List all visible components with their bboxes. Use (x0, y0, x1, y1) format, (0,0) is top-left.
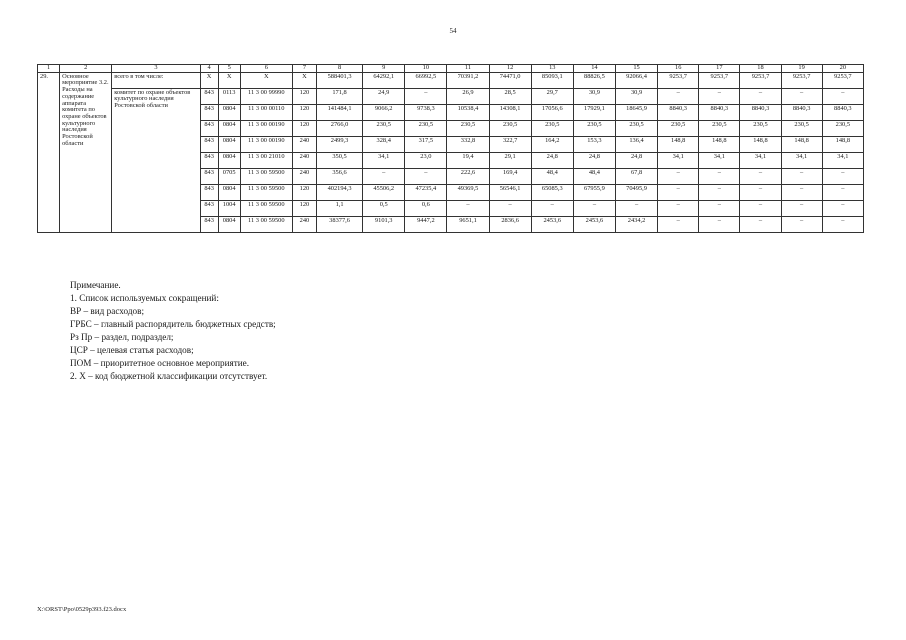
value-cell: 74471,0 (489, 72, 531, 88)
note-line: ЦСР – целевая статья расходов; (70, 345, 194, 355)
value-cell: 9253,7 (822, 72, 863, 88)
notes-title: Примечание. (70, 280, 121, 290)
value-cell: 148,8 (740, 136, 781, 152)
value-cell: 402194,3 (316, 184, 362, 200)
value-cell: 8840,3 (740, 104, 781, 120)
rzpr-cell: 0804 (218, 216, 240, 232)
value-cell: 148,8 (658, 136, 699, 152)
note-line: ГРБС – главный распорядитель бюджетных средств; (70, 319, 276, 329)
value-cell: 24,8 (573, 152, 615, 168)
grbs-cell: X (200, 72, 218, 88)
grbs-cell: 843 (200, 184, 218, 200)
value-cell: 2836,6 (489, 216, 531, 232)
value-cell: 29,1 (489, 152, 531, 168)
value-cell: 67955,9 (573, 184, 615, 200)
value-cell: 9253,7 (781, 72, 822, 88)
note-line: ПОМ – приоритетное основное мероприятие. (70, 358, 250, 368)
value-cell: 1,1 (316, 200, 362, 216)
value-cell: – (699, 168, 740, 184)
value-cell: – (781, 216, 822, 232)
value-cell: 24,8 (615, 152, 657, 168)
value-cell: 164,2 (531, 136, 573, 152)
value-cell: – (699, 200, 740, 216)
value-cell: – (740, 168, 781, 184)
value-cell: 230,5 (658, 120, 699, 136)
column-number-header: 15 (615, 65, 657, 73)
vr-cell: X (292, 72, 316, 88)
value-cell: 14308,1 (489, 104, 531, 120)
value-cell: 230,5 (781, 120, 822, 136)
value-cell: 230,5 (822, 120, 863, 136)
csr-cell: 11 3 00 00190 (240, 120, 292, 136)
column-number-header: 18 (740, 65, 781, 73)
value-cell: 317,5 (405, 136, 447, 152)
value-cell: – (740, 88, 781, 104)
value-cell: – (699, 88, 740, 104)
value-cell: – (405, 88, 447, 104)
value-cell: 2766,0 (316, 120, 362, 136)
value-cell: – (489, 200, 531, 216)
vr-cell: 240 (292, 136, 316, 152)
value-cell: 230,5 (531, 120, 573, 136)
value-cell: 230,5 (489, 120, 531, 136)
value-cell: 230,5 (363, 120, 405, 136)
value-cell: 34,1 (740, 152, 781, 168)
notes-section (70, 279, 470, 383)
value-cell: 169,4 (489, 168, 531, 184)
value-cell: 34,1 (658, 152, 699, 168)
value-cell: 65085,3 (531, 184, 573, 200)
value-cell: 30,9 (573, 88, 615, 104)
value-cell: 148,8 (699, 136, 740, 152)
csr-cell: 11 3 00 59500 (240, 216, 292, 232)
value-cell: 9253,7 (658, 72, 699, 88)
value-cell: 230,5 (405, 120, 447, 136)
value-cell: 9101,3 (363, 216, 405, 232)
value-cell: 222,6 (447, 168, 489, 184)
value-cell: 171,8 (316, 88, 362, 104)
value-cell: 148,8 (781, 136, 822, 152)
value-cell: – (740, 216, 781, 232)
value-cell: 85093,1 (531, 72, 573, 88)
column-number-header: 9 (363, 65, 405, 73)
value-cell: 28,5 (489, 88, 531, 104)
csr-cell: 11 3 00 59500 (240, 200, 292, 216)
column-number-header: 14 (573, 65, 615, 73)
vr-cell: 120 (292, 184, 316, 200)
value-cell: 350,5 (316, 152, 362, 168)
value-cell: 332,8 (447, 136, 489, 152)
column-number-header: 17 (699, 65, 740, 73)
column-number-header: 8 (316, 65, 362, 73)
value-cell: – (658, 168, 699, 184)
value-cell: 64292,1 (363, 72, 405, 88)
note-line: 2. X – код бюджетной классификации отсутствует. (70, 371, 268, 381)
value-cell: 322,7 (489, 136, 531, 152)
value-cell: – (740, 184, 781, 200)
value-cell: 48,4 (573, 168, 615, 184)
table-row (38, 88, 864, 104)
value-cell: 153,3 (573, 136, 615, 152)
grbs-cell: 843 (200, 136, 218, 152)
csr-cell: 11 3 00 00110 (240, 104, 292, 120)
column-number-header: 11 (447, 65, 489, 73)
value-cell: 10538,4 (447, 104, 489, 120)
rzpr-cell: 0804 (218, 184, 240, 200)
value-cell: 136,4 (615, 136, 657, 152)
value-cell: – (405, 168, 447, 184)
value-cell: – (363, 168, 405, 184)
value-cell: 70495,9 (615, 184, 657, 200)
column-number-header: 10 (405, 65, 447, 73)
table-row-total (38, 72, 864, 88)
value-cell: – (822, 216, 863, 232)
value-cell: – (822, 168, 863, 184)
value-cell: 88826,5 (573, 72, 615, 88)
grbs-cell: 843 (200, 104, 218, 120)
value-cell: 9253,7 (740, 72, 781, 88)
value-cell: 8840,3 (822, 104, 863, 120)
value-cell: 230,5 (573, 120, 615, 136)
column-number-header: 6 (240, 65, 292, 73)
value-cell: – (531, 200, 573, 216)
page-number: 54 (449, 27, 457, 35)
column-number-row (38, 65, 864, 73)
vr-cell: 120 (292, 200, 316, 216)
rzpr-cell: 0705 (218, 168, 240, 184)
value-cell: 45506,2 (363, 184, 405, 200)
value-cell: – (822, 184, 863, 200)
value-cell: 29,7 (531, 88, 573, 104)
column-number-header: 7 (292, 65, 316, 73)
grbs-cell: 843 (200, 152, 218, 168)
value-cell: 588401,3 (316, 72, 362, 88)
budget-table-body (38, 65, 864, 233)
value-cell: – (822, 200, 863, 216)
value-cell: – (822, 88, 863, 104)
executor-cell: комитет по охране объектов культурного наследия Ростовской области (112, 88, 200, 232)
value-cell: 230,5 (615, 120, 657, 136)
budget-table-container (37, 64, 864, 233)
value-cell: – (658, 88, 699, 104)
column-number-header: 19 (781, 65, 822, 73)
value-cell: 24,9 (363, 88, 405, 104)
grbs-cell: 843 (200, 200, 218, 216)
value-cell: 9253,7 (699, 72, 740, 88)
value-cell: 70391,2 (447, 72, 489, 88)
value-cell: 141484,1 (316, 104, 362, 120)
note-line: Рз Пр – раздел, подраздел; (70, 332, 174, 342)
rzpr-cell: 0113 (218, 88, 240, 104)
value-cell: 18645,9 (615, 104, 657, 120)
value-cell: 67,8 (615, 168, 657, 184)
value-cell: 8840,3 (699, 104, 740, 120)
vr-cell: 240 (292, 216, 316, 232)
total-label-cell: всего в том числе: (112, 72, 200, 88)
column-number-header: 5 (218, 65, 240, 73)
column-number-header: 13 (531, 65, 573, 73)
rzpr-cell: 0804 (218, 136, 240, 152)
value-cell: 9738,3 (405, 104, 447, 120)
grbs-cell: 843 (200, 120, 218, 136)
value-cell: – (699, 184, 740, 200)
csr-cell: 11 3 00 99990 (240, 88, 292, 104)
value-cell: 230,5 (447, 120, 489, 136)
budget-table (37, 64, 864, 233)
grbs-cell: 843 (200, 216, 218, 232)
column-number-header: 2 (60, 65, 112, 73)
value-cell: – (615, 200, 657, 216)
value-cell: – (781, 184, 822, 200)
value-cell: 230,5 (699, 120, 740, 136)
value-cell: 9447,2 (405, 216, 447, 232)
value-cell: 38377,6 (316, 216, 362, 232)
value-cell: – (658, 184, 699, 200)
value-cell: 0,6 (405, 200, 447, 216)
csr-cell: 11 3 00 59500 (240, 168, 292, 184)
rzpr-cell: 0804 (218, 120, 240, 136)
value-cell: 34,1 (822, 152, 863, 168)
rzpr-cell: 1004 (218, 200, 240, 216)
value-cell: 49369,5 (447, 184, 489, 200)
vr-cell: 120 (292, 120, 316, 136)
vr-cell: 240 (292, 152, 316, 168)
value-cell: 9651,1 (447, 216, 489, 232)
value-cell: – (740, 200, 781, 216)
value-cell: – (447, 200, 489, 216)
value-cell: 92066,4 (615, 72, 657, 88)
value-cell: 9066,2 (363, 104, 405, 120)
value-cell: 2434,2 (615, 216, 657, 232)
value-cell: 23,0 (405, 152, 447, 168)
note-line: 1. Список используемых сокращений: (70, 293, 219, 303)
value-cell: 230,5 (740, 120, 781, 136)
rzpr-cell: 0804 (218, 152, 240, 168)
value-cell: – (658, 200, 699, 216)
value-cell: 8840,3 (781, 104, 822, 120)
value-cell: 24,8 (531, 152, 573, 168)
value-cell: 0,5 (363, 200, 405, 216)
value-cell: 2453,6 (531, 216, 573, 232)
csr-cell: 11 3 00 59500 (240, 184, 292, 200)
value-cell: 34,1 (699, 152, 740, 168)
value-cell: 356,6 (316, 168, 362, 184)
value-cell: 2453,6 (573, 216, 615, 232)
rzpr-cell: X (218, 72, 240, 88)
value-cell: 66992,5 (405, 72, 447, 88)
column-number-header: 3 (112, 65, 200, 73)
value-cell: 34,1 (363, 152, 405, 168)
column-number-header: 20 (822, 65, 863, 73)
value-cell: – (781, 200, 822, 216)
value-cell: 34,1 (781, 152, 822, 168)
footer-file-path: X:\ORST\Ppo\0529p393.f23.docx (37, 606, 127, 613)
value-cell: – (573, 200, 615, 216)
vr-cell: 120 (292, 104, 316, 120)
column-number-header: 16 (658, 65, 699, 73)
column-number-header: 1 (38, 65, 60, 73)
value-cell: – (781, 168, 822, 184)
value-cell: – (781, 88, 822, 104)
csr-cell: 11 3 00 00190 (240, 136, 292, 152)
csr-cell: 11 3 00 21010 (240, 152, 292, 168)
value-cell: – (699, 216, 740, 232)
value-cell: – (658, 216, 699, 232)
value-cell: 19,4 (447, 152, 489, 168)
vr-cell: 240 (292, 168, 316, 184)
column-number-header: 12 (489, 65, 531, 73)
value-cell: 48,4 (531, 168, 573, 184)
value-cell: 30,9 (615, 88, 657, 104)
grbs-cell: 843 (200, 88, 218, 104)
vr-cell: 120 (292, 88, 316, 104)
grbs-cell: 843 (200, 168, 218, 184)
value-cell: 47235,4 (405, 184, 447, 200)
value-cell: 17929,1 (573, 104, 615, 120)
value-cell: 8840,3 (658, 104, 699, 120)
note-line: ВР – вид расходов; (70, 306, 145, 316)
rzpr-cell: 0804 (218, 104, 240, 120)
value-cell: 2499,3 (316, 136, 362, 152)
value-cell: 328,4 (363, 136, 405, 152)
activity-name-cell: Основное мероприятие 3.2. Расходы на содержание аппарата комитета по охране объектов культурного наследия Ростовской области (60, 72, 112, 232)
value-cell: 26,9 (447, 88, 489, 104)
value-cell: 56546,1 (489, 184, 531, 200)
csr-cell: X (240, 72, 292, 88)
value-cell: 148,8 (822, 136, 863, 152)
value-cell: 17056,6 (531, 104, 573, 120)
row-number-cell: 29. (38, 72, 60, 232)
column-number-header: 4 (200, 65, 218, 73)
